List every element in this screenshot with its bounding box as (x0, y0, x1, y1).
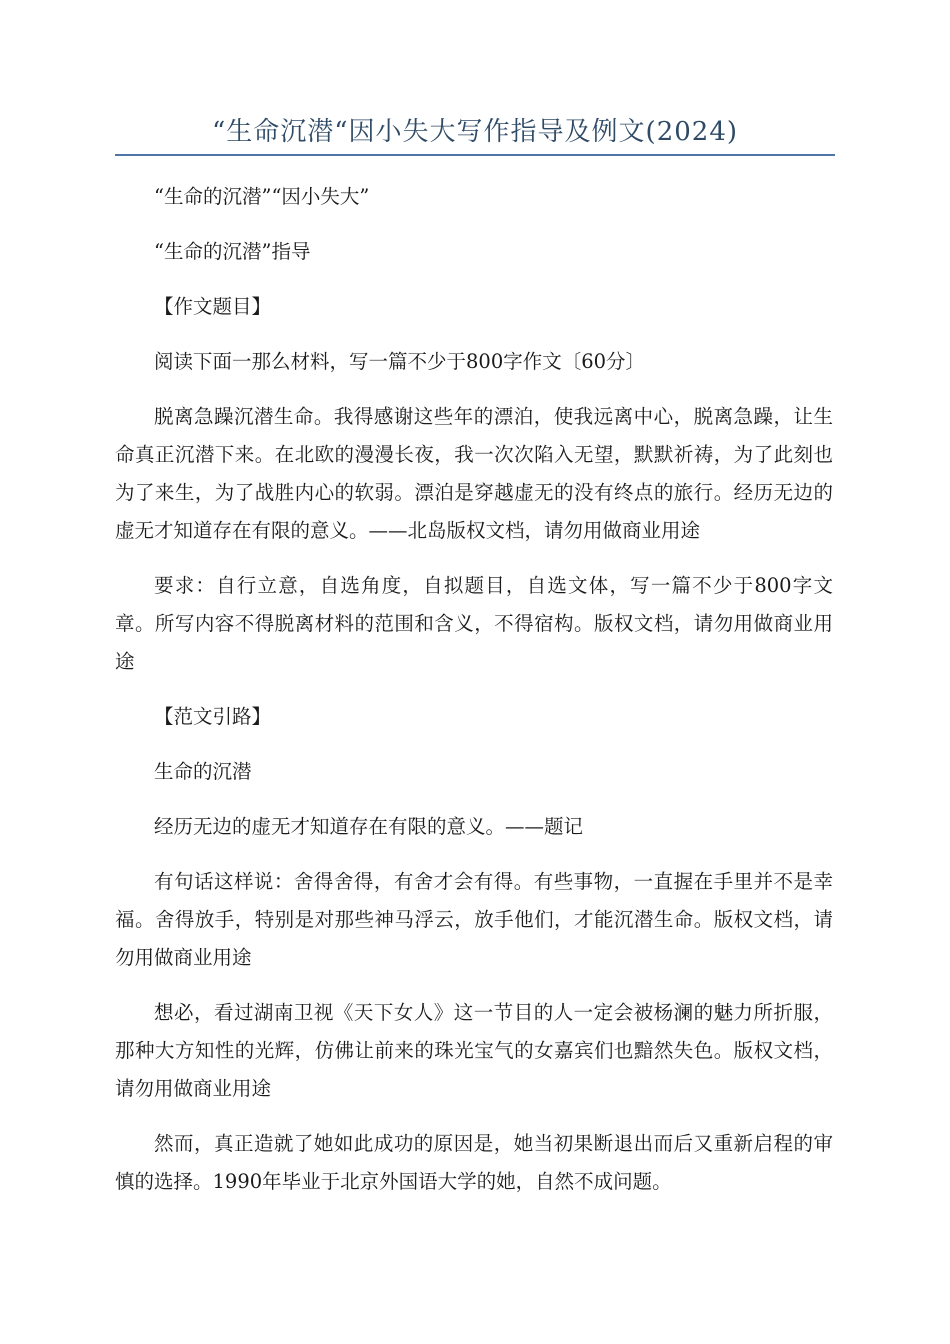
paragraph-body-3: 然而，真正造就了她如此成功的原因是，她当初果断退出而后又重新启程的审慎的选择。1990年毕业于北京外国语大学的她，自然不成问题。 (115, 1132, 833, 1193)
paragraph-guide-heading: “生命的沉潜”指导 (154, 240, 311, 263)
paragraph-section-sample: 【范文引路】 (154, 705, 272, 728)
paragraph-material: 脱离急躁沉潜生命。我得感谢这些年的漂泊，使我远离中心，脱离急躁，让生命真正沉潜下来。在北欧的漫漫长夜，我一次次陷入无望，默默祈祷，为了此刻也为了来生，为了战胜内心的软弱。漂泊是穿越虚无的没有终点的旅行。经历无边的虚无才知道存在有限的意义。——北岛版权文档，请勿用做商业用途 (115, 405, 833, 542)
paragraph-essay-title: 生命的沉潜 (154, 760, 252, 783)
paragraph-body-2: 想必，看过湖南卫视《天下女人》这一节目的人一定会被杨澜的魅力所折服，那种大方知性的光辉，仿佛让前来的珠光宝气的女嘉宾们也黯然失色。版权文档，请勿用做商业用途 (115, 1001, 833, 1100)
paragraph-body-1: 有句话这样说：舍得舍得，有舍才会有得。有些事物，一直握在手里并不是幸福。舍得放手，特别是对那些神马浮云，放手他们，才能沉潜生命。版权文档，请勿用做商业用途 (115, 870, 833, 969)
paragraph-epigraph: 经历无边的虚无才知道存在有限的意义。——题记 (154, 815, 584, 838)
title-underline (115, 154, 835, 156)
document-body (115, 178, 833, 1218)
paragraph-requirements: 要求：自行立意，自选角度，自拟题目，自选文体，写一篇不少于800字文章。所写内容不得脱离材料的范围和含义，不得宿构。版权文档，请勿用做商业用途 (115, 574, 833, 673)
paragraph-instruction: 阅读下面一那么材料，写一篇不少于800字作文〔60分〕 (154, 350, 646, 373)
paragraph-subtitle: “生命的沉潜”“因小失大” (154, 185, 370, 208)
paragraph-section-prompt: 【作文题目】 (154, 295, 272, 318)
document-title: “生命沉潜“因小失大写作指导及例文(2024) (211, 117, 739, 147)
